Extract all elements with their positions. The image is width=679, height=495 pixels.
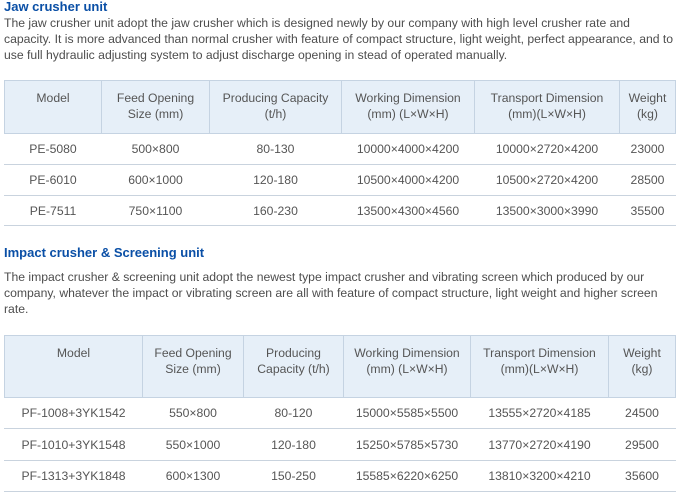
cell-working-dimension: 15585×6220×6250 bbox=[344, 461, 471, 492]
header-feed-opening: Feed Opening Size (mm) bbox=[143, 336, 244, 398]
cell-feed-opening: 550×800 bbox=[143, 398, 244, 429]
table-row bbox=[5, 461, 676, 492]
cell-weight: 35600 bbox=[609, 461, 676, 492]
cell-feed-opening: 500×800 bbox=[102, 134, 210, 165]
header-feed-opening: Feed Opening Size (mm) bbox=[102, 81, 210, 134]
table-row bbox=[5, 398, 676, 429]
cell-transport-dimension: 13555×2720×4185 bbox=[471, 398, 609, 429]
cell-model: PF-1313+3YK1848 bbox=[5, 461, 143, 492]
cell-feed-opening: 600×1300 bbox=[143, 461, 244, 492]
cell-capacity: 80-120 bbox=[244, 398, 344, 429]
cell-capacity: 80-130 bbox=[210, 134, 342, 165]
cell-weight: 24500 bbox=[609, 398, 676, 429]
cell-transport-dimension: 10000×2720×4200 bbox=[475, 134, 620, 165]
cell-capacity: 160-230 bbox=[210, 196, 342, 226]
table-row bbox=[5, 429, 676, 461]
table-row bbox=[5, 196, 676, 226]
header-weight: Weight (kg) bbox=[620, 81, 676, 134]
cell-transport-dimension: 13810×3200×4210 bbox=[471, 461, 609, 492]
header-transport-dimension: Transport Dimension (mm)(L×W×H) bbox=[475, 81, 620, 134]
cell-feed-opening: 600×1000 bbox=[102, 165, 210, 196]
impact-crusher-title: Impact crusher & Screening unit bbox=[4, 245, 205, 260]
header-model: Model bbox=[5, 336, 143, 398]
cell-weight: 23000 bbox=[620, 134, 676, 165]
header-model: Model bbox=[5, 81, 102, 134]
table-header-row bbox=[5, 336, 676, 398]
header-working-dimension: Working Dimension (mm) (L×W×H) bbox=[344, 336, 471, 398]
cell-weight: 29500 bbox=[609, 429, 676, 461]
cell-working-dimension: 13500×4300×4560 bbox=[342, 196, 475, 226]
cell-weight: 35500 bbox=[620, 196, 676, 226]
table-header-row bbox=[5, 81, 676, 134]
impact-crusher-spec-table bbox=[4, 335, 676, 492]
header-working-dimension: Working Dimension (mm) (L×W×H) bbox=[342, 81, 475, 134]
header-producing-capacity: Producing Capacity (t/h) bbox=[210, 81, 342, 134]
cell-model: PF-1008+3YK1542 bbox=[5, 398, 143, 429]
cell-model: PE-5080 bbox=[5, 134, 102, 165]
jaw-crusher-title: Jaw crusher unit bbox=[4, 0, 108, 14]
cell-model: PF-1010+3YK1548 bbox=[5, 429, 143, 461]
impact-crusher-description: The impact crusher & screening unit adopt the newest type impact crusher and vibrating screen which produced by our company, whatever the impact or vibrating screen are all with feature of compact structure, light weight and higher screen rate. bbox=[4, 270, 658, 316]
cell-weight: 28500 bbox=[620, 165, 676, 196]
cell-transport-dimension: 13770×2720×4190 bbox=[471, 429, 609, 461]
table-row bbox=[5, 165, 676, 196]
header-transport-dimension: Transport Dimension (mm)(L×W×H) bbox=[471, 336, 609, 398]
cell-capacity: 150-250 bbox=[244, 461, 344, 492]
header-weight: Weight (kg) bbox=[609, 336, 676, 398]
jaw-crusher-description: The jaw crusher unit adopt the jaw crusher which is designed newly by our company with high level crusher rate and capacity. It is more advanced than normal crusher with feature of compact structure, light weight, perfect appearance, and to use full hydraulic adjusting system to adjust discharge opening in stead of operated manually. bbox=[4, 16, 674, 62]
cell-model: PE-7511 bbox=[5, 196, 102, 226]
cell-working-dimension: 15000×5585×5500 bbox=[344, 398, 471, 429]
cell-transport-dimension: 13500×3000×3990 bbox=[475, 196, 620, 226]
cell-working-dimension: 10500×4000×4200 bbox=[342, 165, 475, 196]
cell-working-dimension: 10000×4000×4200 bbox=[342, 134, 475, 165]
cell-feed-opening: 750×1100 bbox=[102, 196, 210, 226]
cell-model: PE-6010 bbox=[5, 165, 102, 196]
cell-capacity: 120-180 bbox=[210, 165, 342, 196]
table-row bbox=[5, 134, 676, 165]
cell-capacity: 120-180 bbox=[244, 429, 344, 461]
cell-feed-opening: 550×1000 bbox=[143, 429, 244, 461]
cell-transport-dimension: 10500×2720×4200 bbox=[475, 165, 620, 196]
cell-working-dimension: 15250×5785×5730 bbox=[344, 429, 471, 461]
jaw-crusher-spec-table bbox=[4, 80, 676, 226]
header-producing-capacity: Producing Capacity (t/h) bbox=[244, 336, 344, 398]
